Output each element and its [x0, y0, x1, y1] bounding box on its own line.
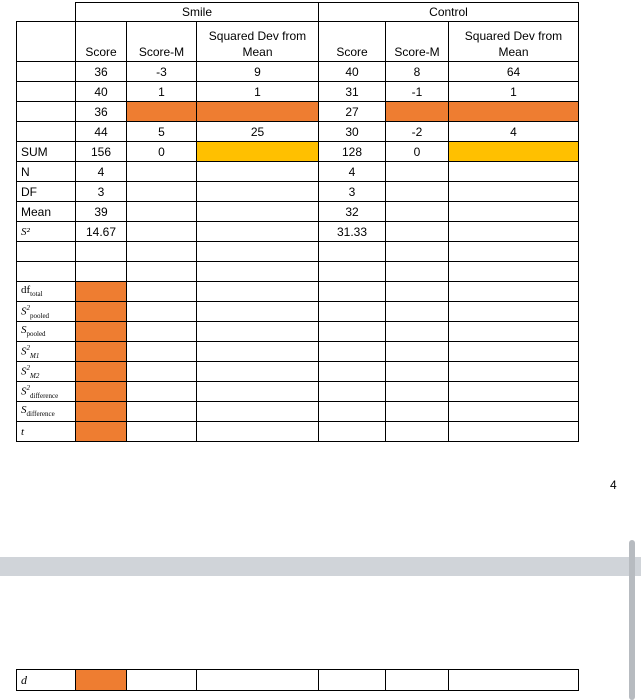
- control-score-cell[interactable]: 4: [319, 162, 386, 182]
- control-sq-dev-cell[interactable]: [449, 202, 579, 222]
- empty-cell[interactable]: [386, 322, 449, 342]
- control-score-m-answer-cell[interactable]: [386, 102, 449, 122]
- mean-row: [17, 202, 579, 222]
- smile-score-m-answer-cell[interactable]: [127, 102, 197, 122]
- control-sq-dev-answer-cell[interactable]: [449, 102, 579, 122]
- empty-cell[interactable]: [449, 302, 579, 322]
- group-smile-header: Smile: [76, 3, 319, 22]
- empty-cell[interactable]: [449, 670, 579, 691]
- stat-row-t: [17, 422, 579, 442]
- empty-cell[interactable]: [319, 382, 386, 402]
- row-label-sum[interactable]: SUM: [17, 142, 76, 162]
- smile-score-cell[interactable]: 36: [76, 102, 127, 122]
- stat-label: t: [17, 422, 76, 442]
- table-row: [17, 122, 579, 142]
- stat-row-s2-pooled: [17, 302, 579, 322]
- group-header-row: [17, 3, 579, 22]
- control-sq-dev-cell[interactable]: 64: [449, 62, 579, 82]
- empty-cell[interactable]: [319, 422, 386, 442]
- row-label[interactable]: [17, 102, 76, 122]
- smile-sq-dev-cell[interactable]: [197, 222, 319, 242]
- empty-cell[interactable]: [197, 242, 319, 262]
- empty-cell[interactable]: [76, 262, 127, 282]
- empty-cell[interactable]: [197, 382, 319, 402]
- row-label[interactable]: [17, 62, 76, 82]
- effect-size-row: [17, 670, 579, 691]
- smile-score-cell[interactable]: 3: [76, 182, 127, 202]
- smile-score-cell[interactable]: 4: [76, 162, 127, 182]
- smile-score-cell[interactable]: 14.67: [76, 222, 127, 242]
- df-row: [17, 182, 579, 202]
- empty-row: [17, 262, 579, 282]
- empty-cell[interactable]: [449, 242, 579, 262]
- empty-cell[interactable]: [197, 342, 319, 362]
- page-number: 4: [610, 478, 617, 492]
- empty-cell[interactable]: [127, 422, 197, 442]
- empty-cell[interactable]: [197, 670, 319, 691]
- smile-score-m-cell[interactable]: -3: [127, 62, 197, 82]
- table-row: [17, 102, 579, 122]
- stat-label: $S^2_{difference}$: [17, 382, 76, 402]
- s-difference-answer-cell[interactable]: [76, 402, 127, 422]
- effect-size-table: [16, 669, 579, 691]
- empty-cell[interactable]: [319, 670, 386, 691]
- table-row: [17, 62, 579, 82]
- control-score-cell[interactable]: 32: [319, 202, 386, 222]
- smile-score-m-sum-cell[interactable]: 0: [127, 142, 197, 162]
- smile-sq-dev-cell[interactable]: 1: [197, 82, 319, 102]
- empty-cell[interactable]: [386, 402, 449, 422]
- empty-cell[interactable]: [197, 282, 319, 302]
- empty-cell[interactable]: [319, 342, 386, 362]
- control-score-m-cell[interactable]: -2: [386, 122, 449, 142]
- empty-cell[interactable]: [17, 242, 76, 262]
- sum-row: [17, 142, 579, 162]
- stat-label: $S_{difference}$: [17, 402, 76, 422]
- empty-cell[interactable]: [127, 302, 197, 322]
- smile-score-cell[interactable]: 39: [76, 202, 127, 222]
- df-total-answer-cell[interactable]: [76, 282, 127, 302]
- control-score-sum-cell[interactable]: 128: [319, 142, 386, 162]
- empty-cell[interactable]: [386, 302, 449, 322]
- smile-score-m-cell[interactable]: [127, 202, 197, 222]
- row-label[interactable]: [17, 122, 76, 142]
- empty-cell[interactable]: [449, 262, 579, 282]
- smile-score-cell[interactable]: 44: [76, 122, 127, 142]
- empty-cell[interactable]: [76, 242, 127, 262]
- t-answer-cell[interactable]: [76, 422, 127, 442]
- s-pooled-answer-cell[interactable]: [76, 322, 127, 342]
- control-sq-dev-cell[interactable]: 1: [449, 82, 579, 102]
- empty-cell[interactable]: [197, 362, 319, 382]
- empty-cell[interactable]: [197, 322, 319, 342]
- smile-sq-dev-answer-cell[interactable]: [197, 102, 319, 122]
- control-score-m-header: Score-M: [386, 22, 449, 62]
- corner-cell[interactable]: [17, 3, 76, 22]
- empty-cell[interactable]: [197, 262, 319, 282]
- row-label-mean[interactable]: Mean: [17, 202, 76, 222]
- empty-cell[interactable]: [386, 282, 449, 302]
- empty-cell[interactable]: [319, 322, 386, 342]
- s2-m2-answer-cell[interactable]: [76, 362, 127, 382]
- control-score-cell[interactable]: 31.33: [319, 222, 386, 242]
- empty-cell[interactable]: [127, 362, 197, 382]
- table-row: [17, 82, 579, 102]
- control-score-m-cell[interactable]: [386, 202, 449, 222]
- smile-score-m-cell[interactable]: [127, 182, 197, 202]
- empty-cell[interactable]: [449, 342, 579, 362]
- column-header-row: [17, 22, 579, 62]
- smile-score-m-cell[interactable]: [127, 222, 197, 242]
- row-label-df[interactable]: DF: [17, 182, 76, 202]
- control-sq-dev-cell[interactable]: [449, 162, 579, 182]
- stat-row-df-total: [17, 282, 579, 302]
- smile-score-header: Score: [76, 22, 127, 62]
- control-score-m-cell[interactable]: [386, 222, 449, 242]
- empty-cell[interactable]: [127, 262, 197, 282]
- control-score-cell[interactable]: 40: [319, 62, 386, 82]
- empty-cell[interactable]: [319, 362, 386, 382]
- empty-cell[interactable]: [127, 382, 197, 402]
- empty-cell[interactable]: [127, 242, 197, 262]
- row-label-variance[interactable]: S²: [17, 222, 76, 242]
- control-sq-dev-cell[interactable]: [449, 182, 579, 202]
- stat-label: $S_{pooled}$: [17, 322, 76, 342]
- s2-difference-answer-cell[interactable]: [76, 382, 127, 402]
- empty-cell[interactable]: [449, 402, 579, 422]
- empty-cell[interactable]: [319, 302, 386, 322]
- vertical-scrollbar[interactable]: [629, 540, 635, 700]
- empty-cell[interactable]: [449, 322, 579, 342]
- stat-row-s-difference: [17, 402, 579, 422]
- empty-cell[interactable]: [197, 402, 319, 422]
- smile-sq-dev-cell[interactable]: [197, 202, 319, 222]
- empty-cell[interactable]: [127, 342, 197, 362]
- empty-cell[interactable]: [319, 262, 386, 282]
- stat-row-s2-m2: [17, 362, 579, 382]
- empty-cell[interactable]: [386, 670, 449, 691]
- empty-cell[interactable]: [449, 362, 579, 382]
- row-label-cell[interactable]: [17, 22, 76, 62]
- stat-label: $S^2_{M1}$: [17, 342, 76, 362]
- control-score-header: Score: [319, 22, 386, 62]
- smile-sq-dev-cell[interactable]: [197, 162, 319, 182]
- smile-sq-dev-cell[interactable]: 25: [197, 122, 319, 142]
- row-label-n[interactable]: N: [17, 162, 76, 182]
- empty-cell[interactable]: [386, 382, 449, 402]
- control-score-m-cell[interactable]: [386, 162, 449, 182]
- control-score-cell[interactable]: 30: [319, 122, 386, 142]
- smile-score-m-cell[interactable]: 5: [127, 122, 197, 142]
- smile-score-m-header: Score-M: [127, 22, 197, 62]
- smile-score-sum-cell[interactable]: 156: [76, 142, 127, 162]
- empty-cell[interactable]: [449, 382, 579, 402]
- empty-cell[interactable]: [449, 282, 579, 302]
- control-score-m-sum-cell[interactable]: 0: [386, 142, 449, 162]
- smile-sq-dev-sum-answer-cell[interactable]: [197, 142, 319, 162]
- effect-size-answer-cell[interactable]: [76, 670, 127, 691]
- statistics-table: [16, 2, 579, 442]
- empty-cell[interactable]: [197, 422, 319, 442]
- smile-score-cell[interactable]: 40: [76, 82, 127, 102]
- empty-cell[interactable]: [127, 322, 197, 342]
- empty-cell[interactable]: [449, 422, 579, 442]
- control-score-cell[interactable]: 27: [319, 102, 386, 122]
- smile-score-m-cell[interactable]: 1: [127, 82, 197, 102]
- stat-row-s2-difference: [17, 382, 579, 402]
- control-score-cell[interactable]: 31: [319, 82, 386, 102]
- empty-cell[interactable]: [319, 242, 386, 262]
- stat-row-s2-m1: [17, 342, 579, 362]
- empty-cell[interactable]: [386, 342, 449, 362]
- smile-score-cell[interactable]: 36: [76, 62, 127, 82]
- smile-sq-dev-header: Squared Dev from Mean: [197, 22, 319, 62]
- row-label[interactable]: [17, 82, 76, 102]
- n-row: [17, 162, 579, 182]
- control-sq-dev-cell[interactable]: 4: [449, 122, 579, 142]
- s2-m1-answer-cell[interactable]: [76, 342, 127, 362]
- empty-cell[interactable]: [319, 402, 386, 422]
- control-score-cell[interactable]: 3: [319, 182, 386, 202]
- empty-cell[interactable]: [386, 362, 449, 382]
- s2-pooled-answer-cell[interactable]: [76, 302, 127, 322]
- effect-size-label: d: [17, 670, 76, 691]
- empty-cell[interactable]: [319, 282, 386, 302]
- stat-label: $S^2_{M2}$: [17, 362, 76, 382]
- empty-cell[interactable]: [127, 670, 197, 691]
- empty-cell[interactable]: [386, 422, 449, 442]
- page-break-separator: [0, 557, 641, 576]
- control-score-m-cell[interactable]: -1: [386, 82, 449, 102]
- stat-row-s-pooled: [17, 322, 579, 342]
- variance-row: [17, 222, 579, 242]
- smile-sq-dev-cell[interactable]: 9: [197, 62, 319, 82]
- control-sq-dev-cell[interactable]: [449, 222, 579, 242]
- smile-score-m-cell[interactable]: [127, 162, 197, 182]
- group-control-header: Control: [319, 3, 579, 22]
- smile-sq-dev-cell[interactable]: [197, 182, 319, 202]
- empty-cell[interactable]: [197, 302, 319, 322]
- control-sq-dev-sum-answer-cell[interactable]: [449, 142, 579, 162]
- empty-cell[interactable]: [386, 242, 449, 262]
- empty-cell[interactable]: [17, 262, 76, 282]
- control-score-m-cell[interactable]: [386, 182, 449, 202]
- empty-cell[interactable]: [386, 262, 449, 282]
- empty-row: [17, 242, 579, 262]
- stat-label: $S^2_{pooled}$: [17, 302, 76, 322]
- control-sq-dev-header: Squared Dev from Mean: [449, 22, 579, 62]
- empty-cell[interactable]: [127, 282, 197, 302]
- control-score-m-cell[interactable]: 8: [386, 62, 449, 82]
- stat-label: $df_{total}$: [17, 282, 76, 302]
- empty-cell[interactable]: [127, 402, 197, 422]
